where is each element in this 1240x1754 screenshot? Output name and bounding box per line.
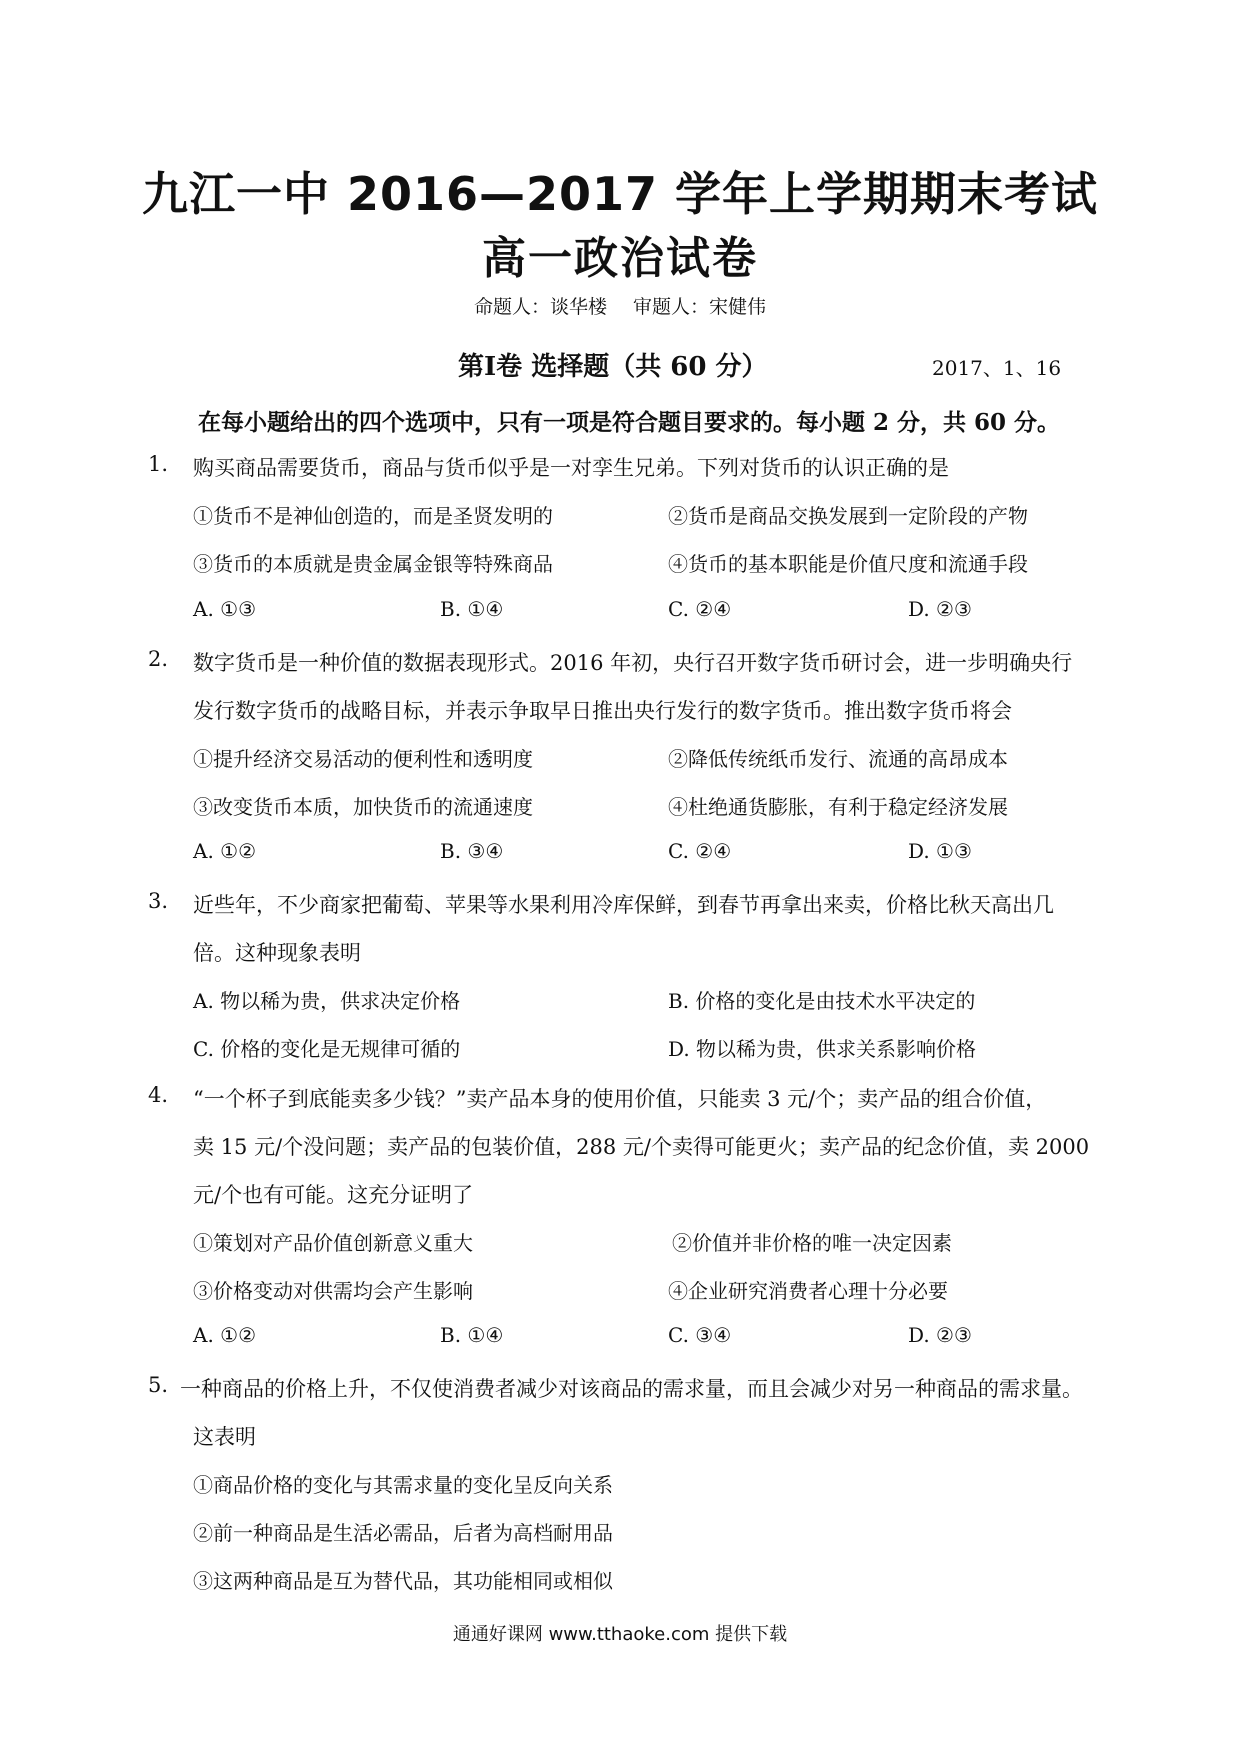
setter-name: 命题人：谈华楼: [473, 296, 607, 318]
statement-item: ①商品价格的变化与其需求量的变化呈反向关系: [193, 1473, 613, 1497]
statement-item: ②价值并非价格的唯一决定因素: [672, 1231, 952, 1255]
statement-item: ②前一种商品是生活必需品，后者为高档耐用品: [193, 1521, 613, 1545]
question-stem: 近些年，不少商家把葡萄、苹果等水果利用冷库保鲜，到春节再拿出来卖，价格比秋天高出几: [193, 893, 1054, 917]
statement-item: ②降低传统纸币发行、流通的高昂成本: [668, 747, 1008, 771]
choice-c: C. ②④: [668, 839, 732, 863]
choice-a: A. 物以稀为贵，供求决定价格: [193, 989, 461, 1013]
statement-item: ③改变货币本质，加快货币的流通速度: [193, 795, 533, 819]
question-stem: “一个杯子到底能卖多少钱？”卖产品本身的使用价值，只能卖 3 元/个；卖产品的组合价值，: [193, 1087, 1047, 1111]
choice-d: D. ②③: [908, 597, 972, 621]
authors-line: [0, 292, 1240, 319]
choice-d: D. 物以稀为贵，供求关系影响价格: [668, 1037, 977, 1061]
statement-item: ①货币不是神仙创造的，而是圣贤发明的: [193, 504, 553, 528]
choice-a: A. ①②: [193, 839, 257, 863]
choice-a: A. ①③: [193, 597, 257, 621]
question-number: 2.: [148, 647, 169, 671]
section-title: 第Ⅰ卷 选择题（共 60 分）: [458, 352, 768, 382]
question-number: 4.: [148, 1083, 169, 1107]
statement-item: ③货币的本质就是贵金属金银等特殊商品: [193, 552, 553, 576]
choice-d: D. ②③: [908, 1323, 972, 1347]
statement-item: ④企业研究消费者心理十分必要: [668, 1279, 948, 1303]
choice-b: B. ①④: [440, 597, 504, 621]
question-stem: 发行数字货币的战略目标，并表示争取早日推出央行发行的数字货币。推出数字货币将会: [193, 699, 1012, 723]
choice-d: D. ①③: [908, 839, 972, 863]
question-stem: 数字货币是一种价值的数据表现形式。2016 年初，央行召开数字货币研讨会，进一步明确央行: [193, 651, 1073, 675]
statement-item: ④货币的基本职能是价值尺度和流通手段: [668, 552, 1028, 576]
choice-a: A. ①②: [193, 1323, 257, 1347]
question-stem: 卖 15 元/个没问题；卖产品的包装价值，288 元/个卖得可能更火；卖产品的纪念价值，卖 2000: [193, 1135, 1090, 1159]
choice-b: B. ③④: [440, 839, 504, 863]
statement-item: ③这两种商品是互为替代品，其功能相同或相似: [193, 1569, 613, 1593]
statement-item: ④杜绝通货膨胀，有利于稳定经济发展: [668, 795, 1008, 819]
statement-item: ③价格变动对供需均会产生影响: [193, 1279, 473, 1303]
choice-b: B. ①④: [440, 1323, 504, 1347]
instructions: 在每小题给出的四个选项中，只有一项是符合题目要求的。每小题 2 分，共 60 分。: [198, 409, 1061, 436]
choice-c: C. ③④: [668, 1323, 732, 1347]
choice-c: C. 价格的变化是无规律可循的: [193, 1037, 461, 1061]
choice-c: C. ②④: [668, 597, 732, 621]
reviewer-name: 审题人：宋健伟: [633, 296, 767, 318]
exam-subtitle: 高一政治试卷: [482, 233, 758, 284]
question-stem: 元/个也有可能。这充分证明了: [193, 1183, 474, 1207]
statement-item: ②货币是商品交换发展到一定阶段的产物: [668, 504, 1028, 528]
question-stem: 一种商品的价格上升，不仅使消费者减少对该商品的需求量，而且会减少对另一种商品的需求量。: [180, 1377, 1083, 1401]
exam-date: 2017、1、16: [932, 356, 1062, 380]
question-stem: 购买商品需要货币，商品与货币似乎是一对孪生兄弟。下列对货币的认识正确的是: [193, 456, 949, 480]
statement-item: ①策划对产品价值创新意义重大: [193, 1231, 473, 1255]
question-stem: 这表明: [193, 1425, 256, 1449]
exam-title: 九江一中 2016—2017 学年上学期期末考试: [141, 167, 1099, 221]
question-stem: 倍。这种现象表明: [193, 941, 361, 965]
page-footer: 通通好课网 www.tthaoke.com 提供下载: [452, 1624, 788, 1645]
choice-b: B. 价格的变化是由技术水平决定的: [668, 989, 976, 1013]
question-number: 5.: [148, 1373, 169, 1397]
statement-item: ①提升经济交易活动的便利性和透明度: [193, 747, 533, 771]
question-number: 1.: [148, 452, 169, 476]
question-number: 3.: [148, 889, 169, 913]
